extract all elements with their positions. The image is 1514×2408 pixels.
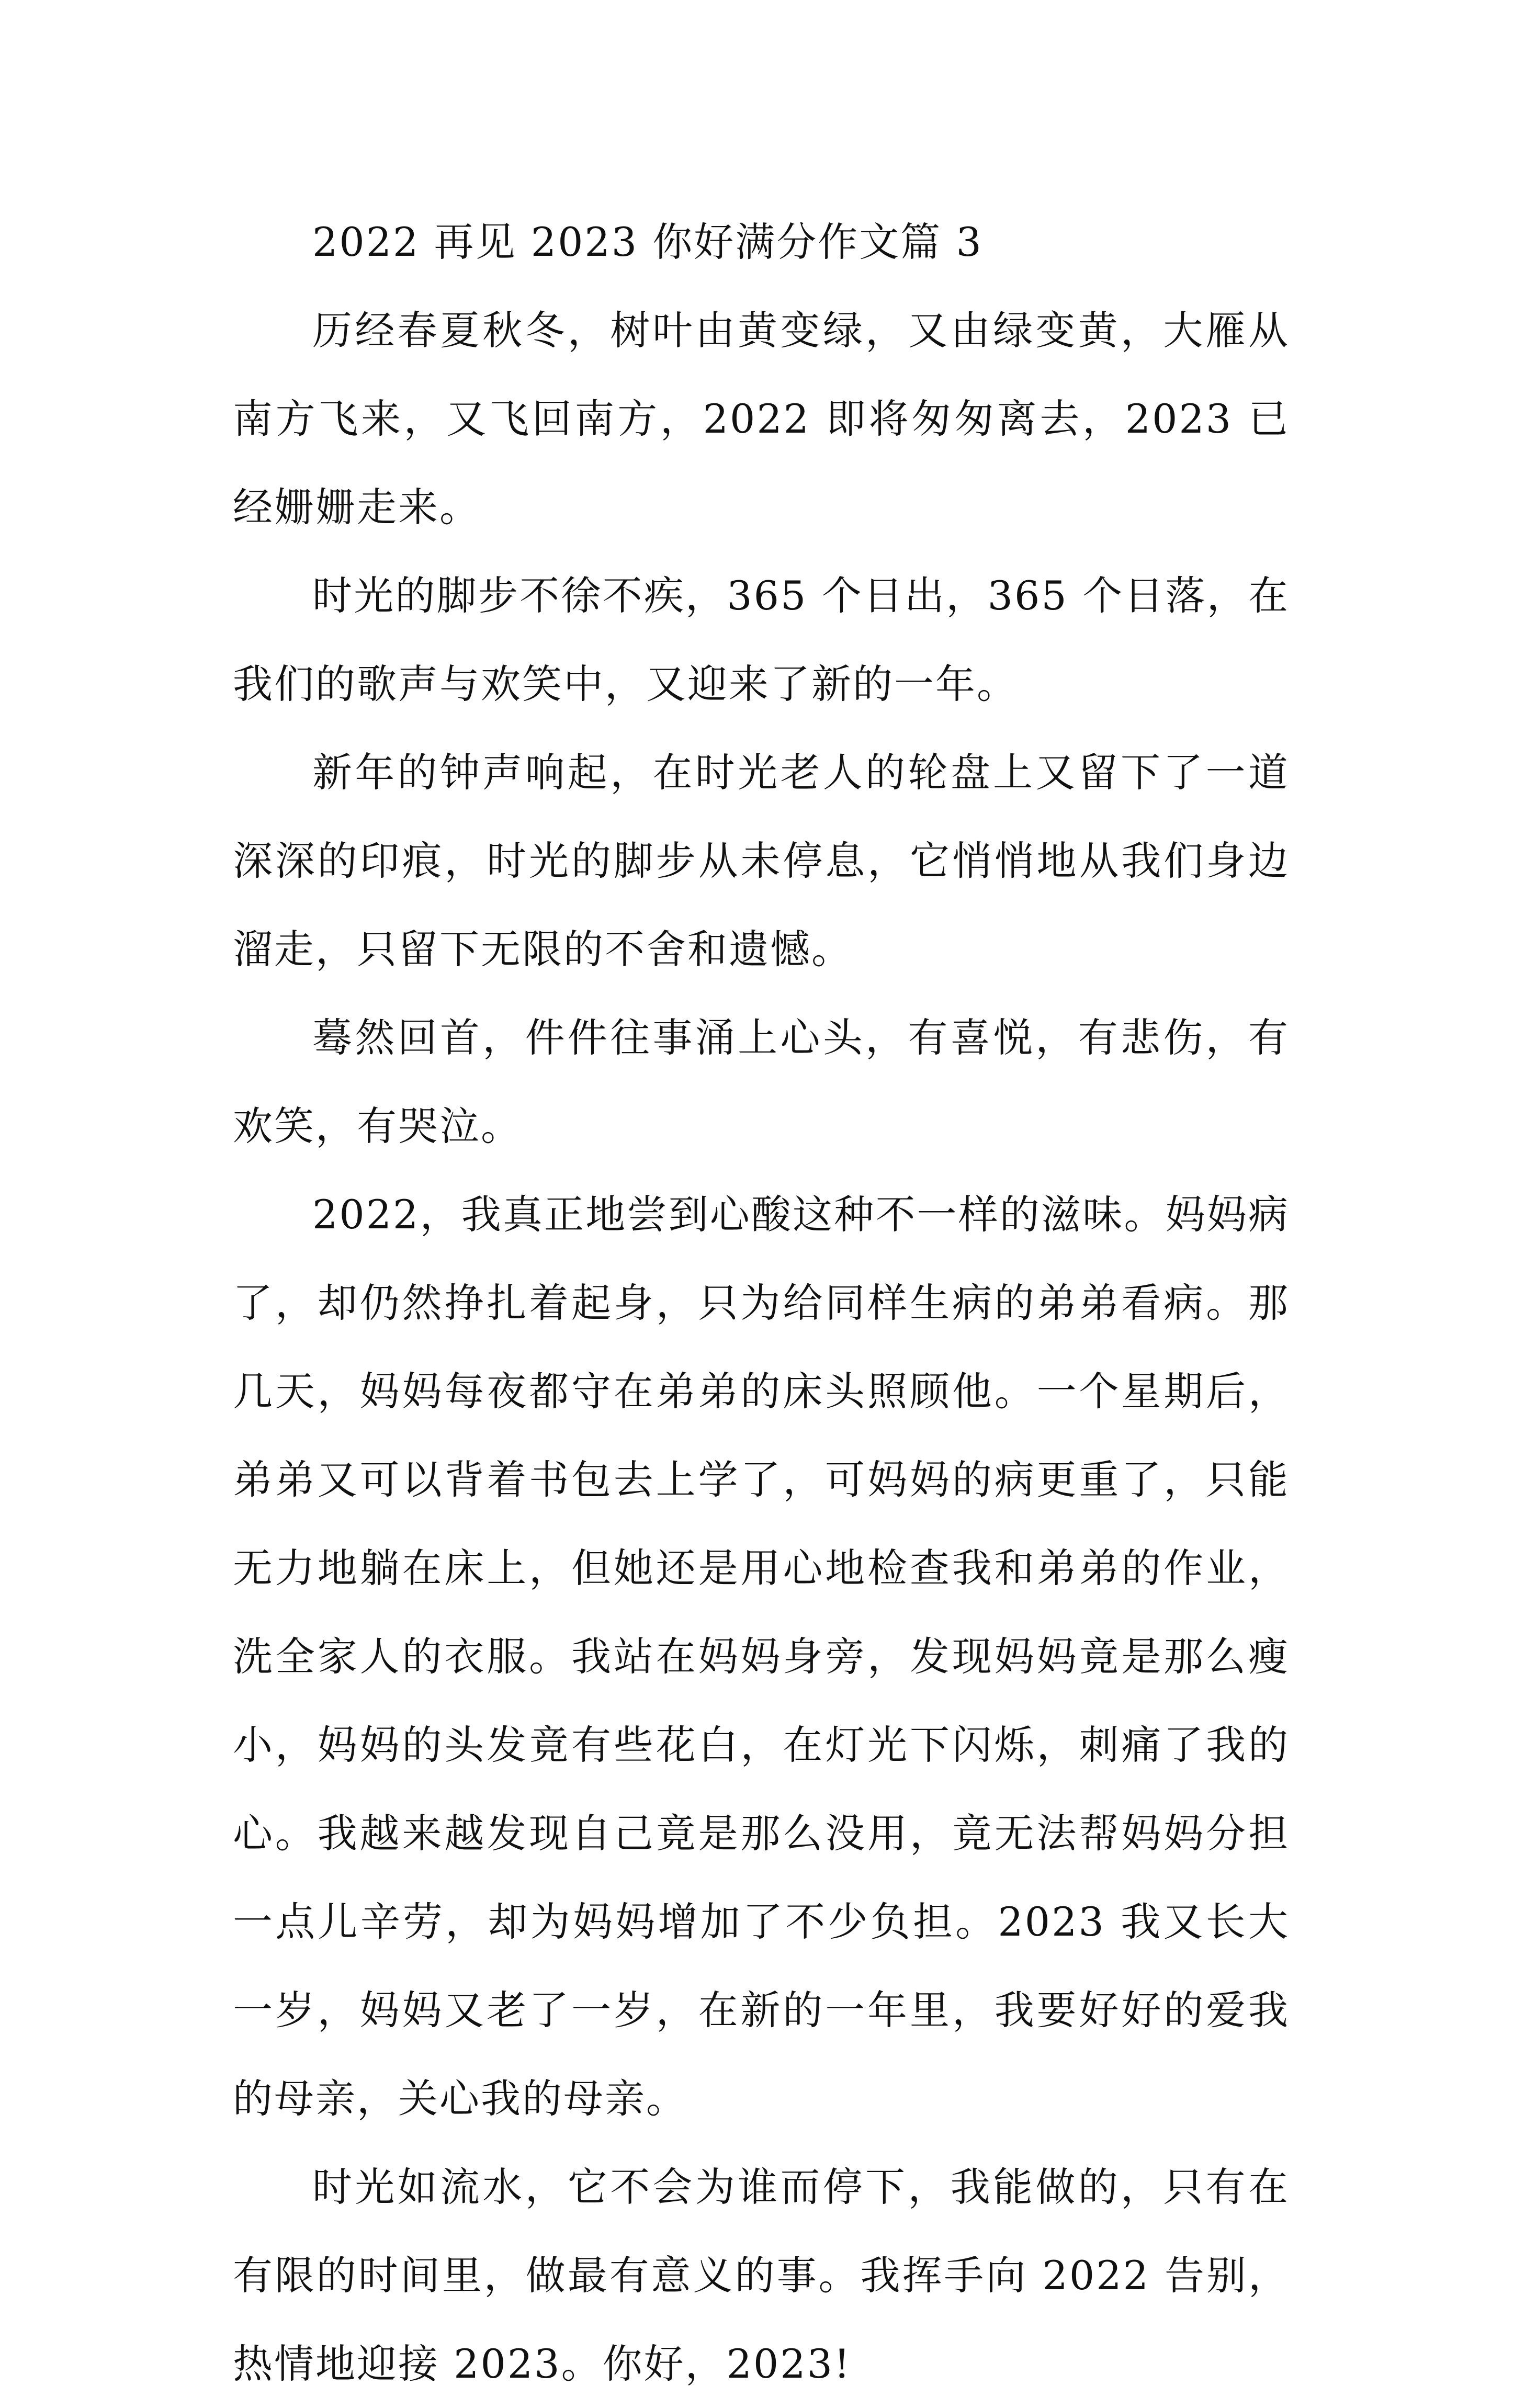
paragraph-6: 时光如流水，它不会为谁而停下，我能做的，只有在有限的时间里，做最有意义的事。我挥手向 2022 告别，热情地迎接 2023。你好，2023! xyxy=(233,2164,1290,2387)
essay-body xyxy=(233,198,1290,2408)
paragraph-1: 历经春夏秋冬，树叶由黄变绿，又由绿变黄，大雁从南方飞来，又飞回南方，2022 即将匆匆离去，2023 已经姗姗走来。 xyxy=(233,307,1290,530)
paragraph-3: 新年的钟声响起，在时光老人的轮盘上又留下了一道深深的印痕，时光的脚步从未停息，它悄悄地从我们身边溜走，只留下无限的不舍和遗憾。 xyxy=(233,749,1290,973)
essay-title: 2022 再见 2023 你好满分作文篇 3 xyxy=(312,219,983,265)
paragraph-5: 2022，我真正地尝到心酸这种不一样的滋味。妈妈病了，却仍然挣扎着起身，只为给同样生病的弟弟看病。那几天，妈妈每夜都守在弟弟的床头照顾他。一个星期后，弟弟又可以背着书包去上学了，可妈妈的病更重了，只能无力地躺在床上，但她还是用心地检查我和弟弟的作业，洗全家人的衣服。我站在妈妈身旁，发现妈妈竟是那么瘦小，妈妈的头发竟有些花白，在灯光下闪烁，刺痛了我的心。我越来越发现自己竟是那么没用，竟无法帮妈妈分担一点儿辛劳，却为妈妈增加了不少负担。2023 我又长大一岁，妈妈又老了一岁，在新的一年里，我要好好的爱我的母亲，关心我的母亲。 xyxy=(233,1191,1290,2122)
paragraph-4: 蓦然回首，件件往事涌上心头，有喜悦，有悲伤，有欢笑，有哭泣。 xyxy=(233,1014,1290,1149)
paragraph-2: 时光的脚步不徐不疾，365 个日出，365 个日落，在我们的歌声与欢笑中，又迎来了新的一年。 xyxy=(233,572,1290,707)
